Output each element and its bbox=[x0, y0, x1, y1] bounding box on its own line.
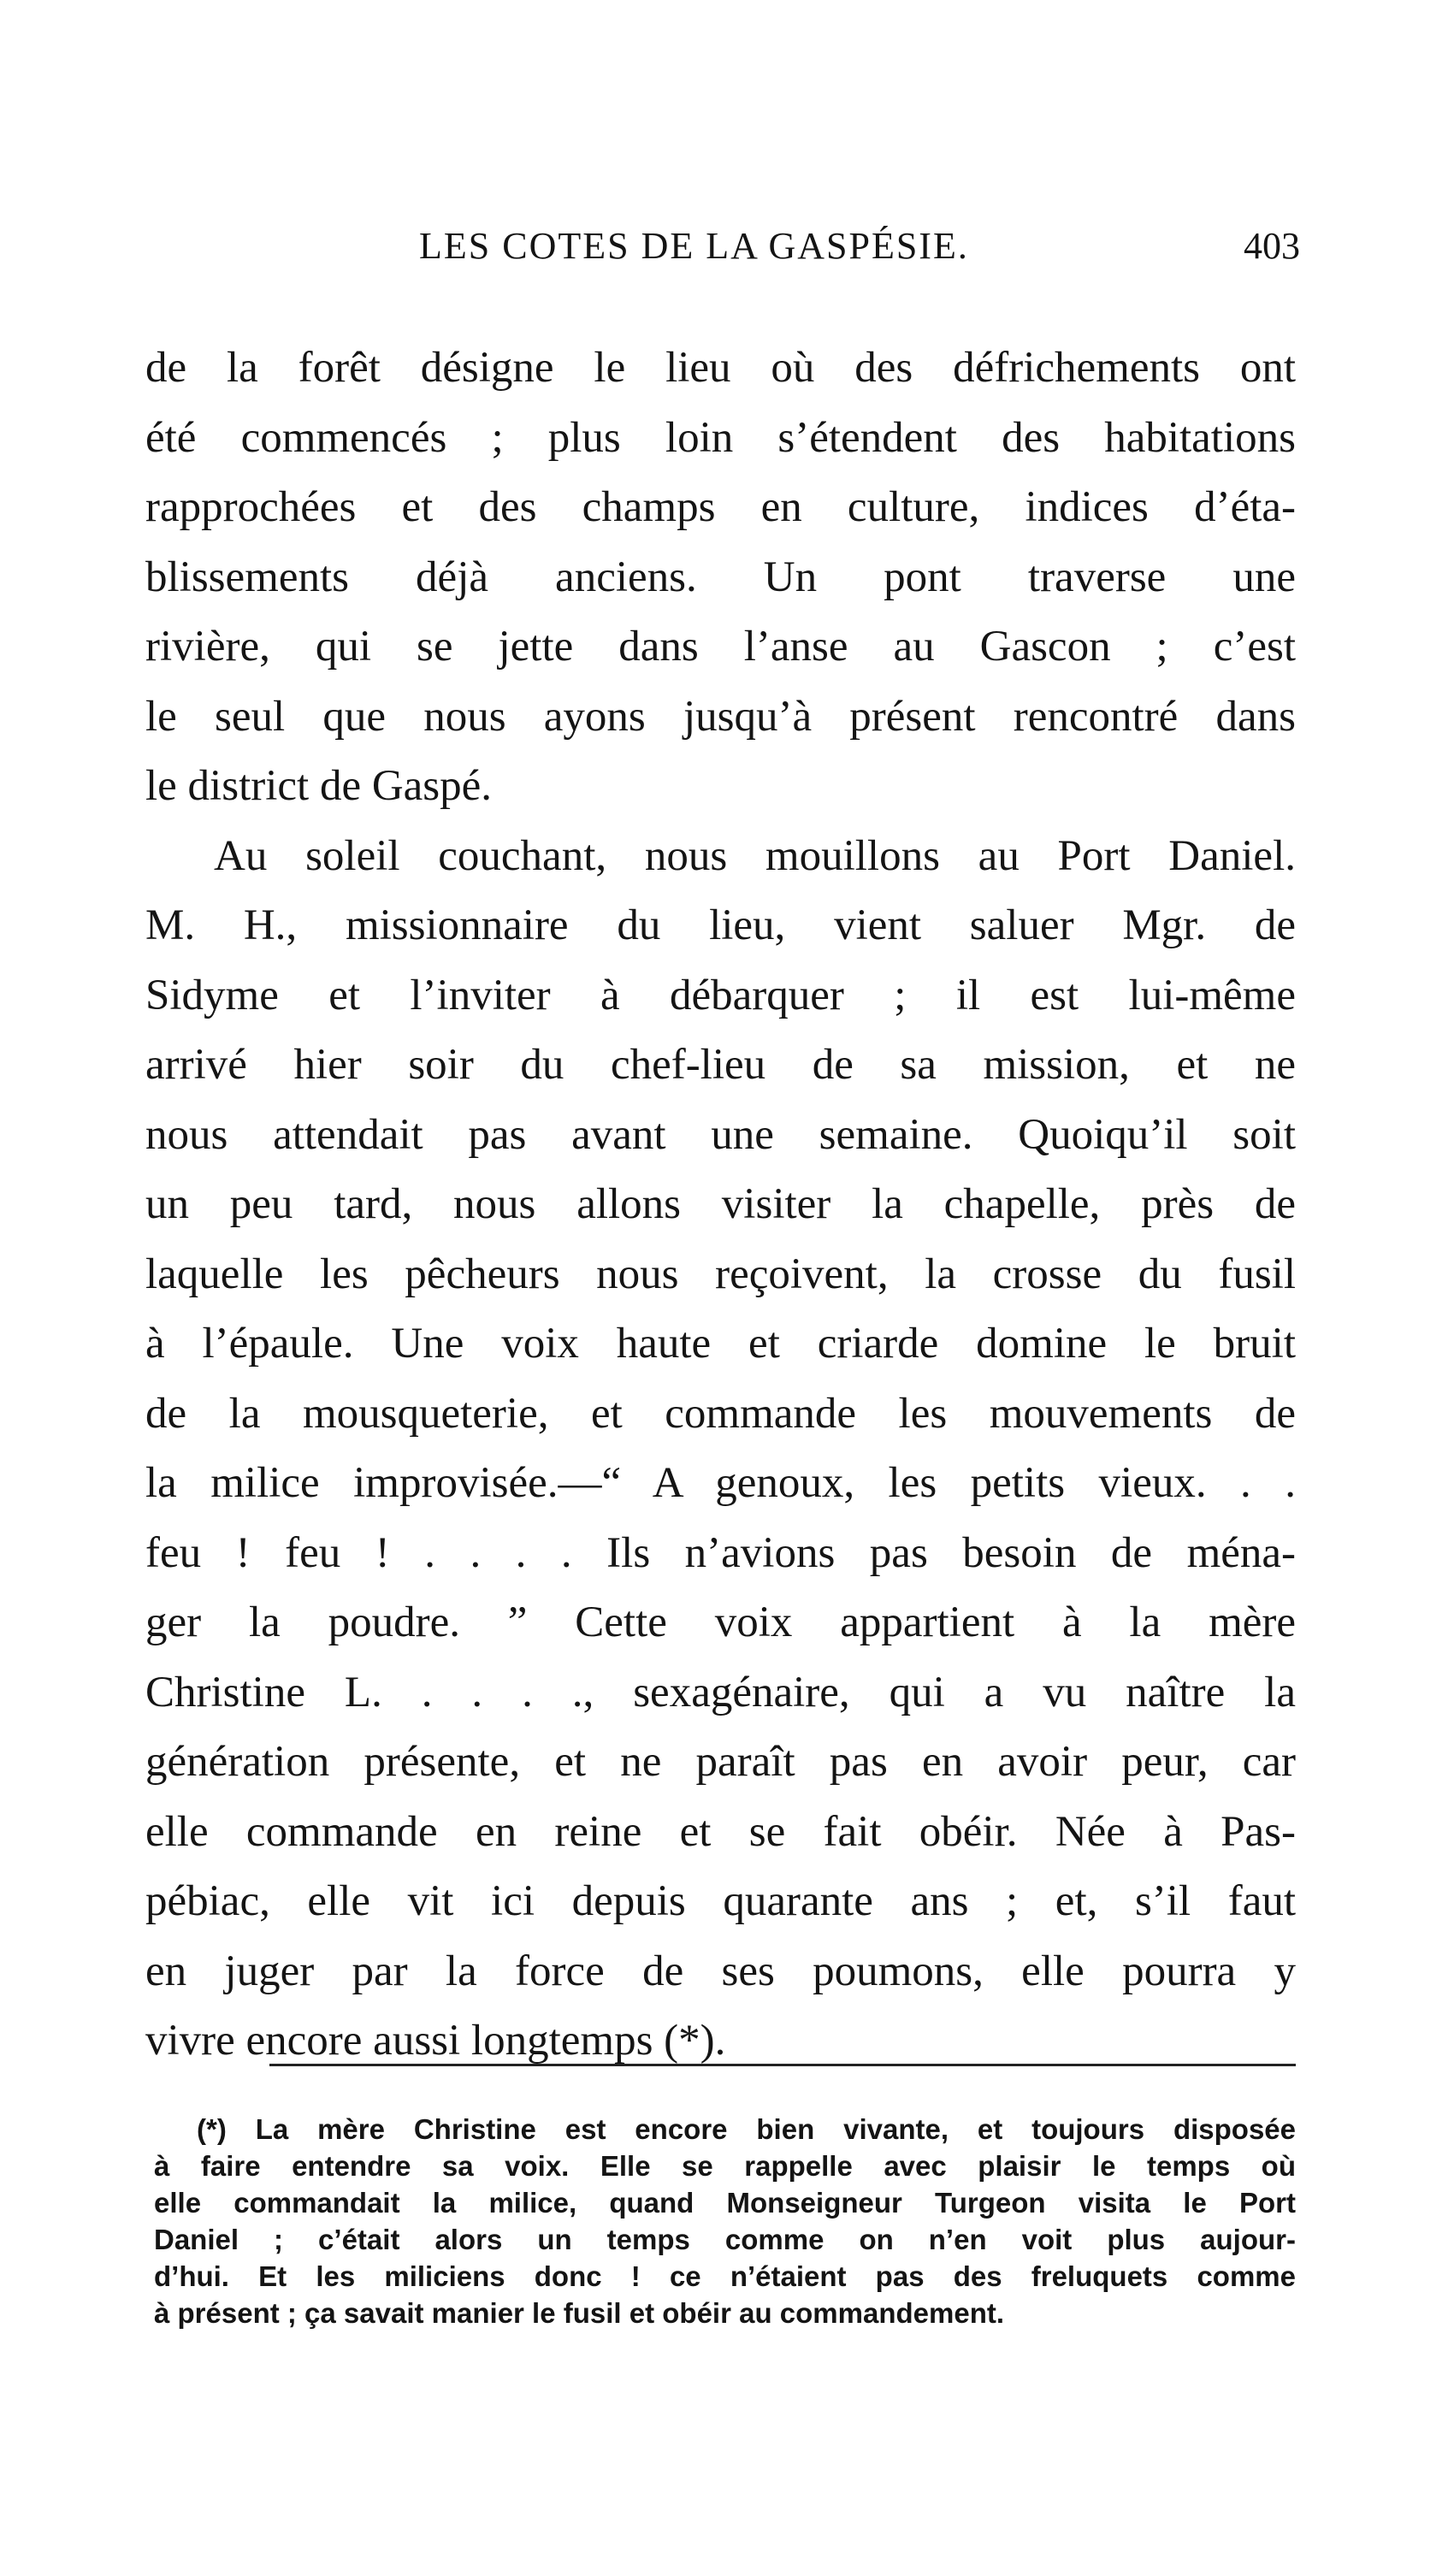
text-line: de la forêt désigne le lieu où des défrichements ont bbox=[145, 344, 1296, 392]
text-line: été commencés ; plus loin s’étendent des habitations bbox=[145, 413, 1296, 462]
footnote-line: Daniel ; c’était alors un temps comme on n’en voit plus aujour- bbox=[154, 2224, 1296, 2255]
text-line: Au soleil couchant, nous mouillons au Port Daniel. bbox=[214, 831, 1296, 880]
text-line: blissements déjà anciens. Un pont traverse une bbox=[145, 552, 1296, 601]
running-head bbox=[137, 224, 1300, 275]
text-line: vivre encore aussi longtemps (*). bbox=[145, 2017, 726, 2065]
text-line: de la mousqueterie, et commande les mouvements de bbox=[145, 1389, 1296, 1438]
footnote-divider bbox=[269, 2064, 1296, 2066]
text-line: arrivé hier soir du chef-lieu de sa mission, et ne bbox=[145, 1041, 1296, 1089]
footnote-line: elle commandait la milice, quand Monseigneur Turgeon visita le Port bbox=[154, 2187, 1296, 2219]
footnote bbox=[154, 2111, 1296, 2331]
text-line: génération présente, et ne paraît pas en avoir peur, car bbox=[145, 1738, 1296, 1786]
text-line: le district de Gaspé. bbox=[145, 762, 493, 810]
text-line: feu ! feu ! . . . . Ils n’avions pas besoin de ména- bbox=[145, 1528, 1296, 1577]
text-line: laquelle les pêcheurs nous reçoivent, la crosse du fusil bbox=[145, 1250, 1296, 1298]
text-line: en juger par la force de ses poumons, elle pourra y bbox=[145, 1947, 1296, 1995]
text-line: Christine L. . . . ., sexagénaire, qui a vu naître la bbox=[145, 1668, 1296, 1716]
text-line: nous attendait pas avant une semaine. Quoiqu’il soit bbox=[145, 1110, 1296, 1159]
text-line: la milice improvisée.—“ A genoux, les petits vieux. . . bbox=[145, 1459, 1296, 1507]
footnote-line: à présent ; ça savait manier le fusil et obéir au commandement. bbox=[154, 2297, 1005, 2329]
footnote-line: d’hui. Et les miliciens donc ! ce n’étaient pas des freluquets comme bbox=[154, 2260, 1296, 2292]
text-line: à l’épaule. Une voix haute et criarde domine le bruit bbox=[145, 1320, 1296, 1368]
footnote-line: à faire entendre sa voix. Elle se rappelle avec plaisir le temps où bbox=[154, 2150, 1296, 2182]
text-line: un peu tard, nous allons visiter la chapelle, près de bbox=[145, 1180, 1296, 1228]
text-line: rivière, qui se jette dans l’anse au Gascon ; c’est bbox=[145, 623, 1296, 671]
text-line: M. H., missionnaire du lieu, vient saluer Mgr. de bbox=[145, 901, 1296, 949]
footnote-line: (*) La mère Christine est encore bien vivante, et toujours disposée bbox=[197, 2113, 1296, 2145]
text-line: pébiac, elle vit ici depuis quarante ans ; et, s’il faut bbox=[145, 1877, 1296, 1925]
text-line: rapprochées et des champs en culture, indices d’éta- bbox=[145, 483, 1296, 531]
text-line: elle commande en reine et se fait obéir. Née à Pas- bbox=[145, 1807, 1296, 1856]
page-number: 403 bbox=[1244, 225, 1300, 267]
body-text bbox=[145, 334, 1296, 2077]
running-title: LES COTES DE LA GASPÉSIE. bbox=[419, 225, 969, 267]
text-line: Sidyme et l’inviter à débarquer ; il est lui-même bbox=[145, 971, 1296, 1019]
text-line: le seul que nous ayons jusqu’à présent rencontré dans bbox=[145, 692, 1296, 741]
text-line: ger la poudre. ” Cette voix appartient à la mère bbox=[145, 1598, 1296, 1646]
